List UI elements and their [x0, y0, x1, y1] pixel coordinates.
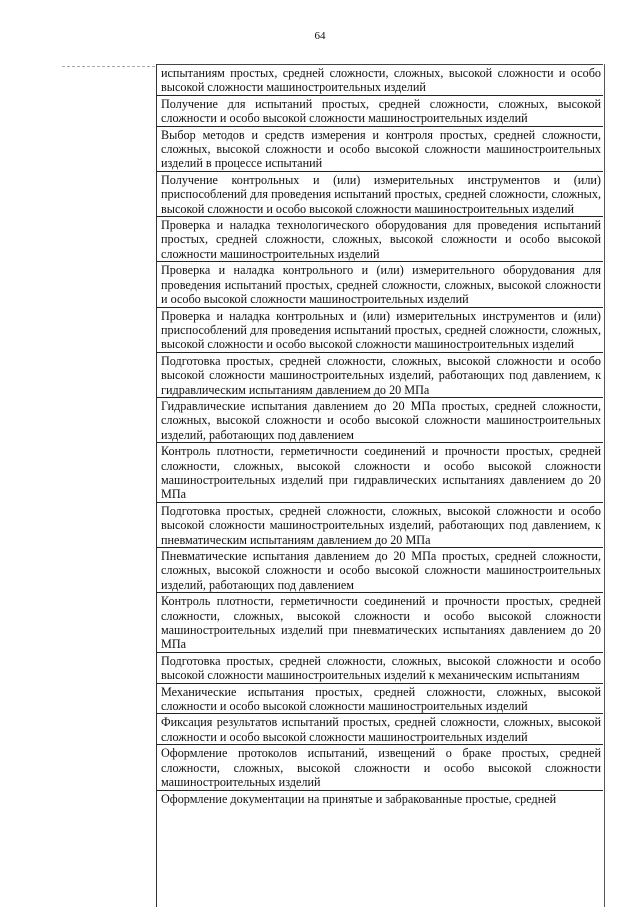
table-row: Механические испытания простых, средней сложности, сложных, высокой сложности и особо высокой сложности машиностроительных изделий [157, 684, 603, 715]
table-row: Оформление документации на принятые и забракованные простые, средней [161, 791, 557, 806]
table-row: Проверка и наладка контрольного и (или) измерительного оборудования для проведения испытаний простых, средней сложности, сложных, высокой сложности и особо высокой сложности машиностроительных изделий [157, 262, 603, 307]
labor-actions-table [157, 64, 603, 806]
table-row: Контроль плотности, герметичности соединений и прочности простых, средней сложности, сложных, высокой сложности и особо высокой сложности машиностроительных изделий при пневматических испытаниях давлением до 20 МПа [157, 593, 603, 653]
table-row: Подготовка простых, средней сложности, сложных, высокой сложности и особо высокой сложности машиностроительных изделий, работающих под давлением, к пневматическим испытаниям давлением до 20 МПа [157, 503, 603, 548]
table-row: Гидравлические испытания давлением до 20 МПа простых, средней сложности, сложных, высокой сложности и особо высокой сложности машиностроительных изделий, работающих под давлением [157, 398, 603, 443]
page-number: 64 [314, 30, 326, 42]
table-row: Проверка и наладка технологического оборудования для проведения испытаний простых, средней сложности, сложных, высокой сложности и особо высокой сложности машиностроительных изделий [157, 217, 603, 262]
left-column-divider [62, 66, 155, 67]
table-row: Выбор методов и средств измерения и контроля простых, средней сложности, сложных, высокой сложности и особо высокой сложности машиностроительных изделий в процессе испытаний [157, 127, 603, 172]
table-row: испытаниям простых, средней сложности, сложных, высокой сложности и особо высокой сложности машиностроительных изделий [157, 64, 603, 96]
table-row: Получение контрольных и (или) измерительных инструментов и (или) приспособлений для проведения испытаний простых, средней сложности, сложных, высокой сложности и особо высокой сложности машиностроительных изделий [157, 172, 603, 217]
table-row: Оформление протоколов испытаний, извещений о браке простых, средней сложности, сложных, высокой сложности и особо высокой сложности машиностроительных изделий [157, 745, 603, 790]
table-row: Фиксация результатов испытаний простых, средней сложности, сложных, высокой сложности и особо высокой сложности машиностроительных изделий [157, 714, 603, 745]
table-right-border [604, 64, 605, 907]
table-row: Подготовка простых, средней сложности, сложных, высокой сложности и особо высокой сложности машиностроительных изделий к механическим испытаниям [157, 653, 603, 684]
table-row: Получение для испытаний простых, средней сложности, сложных, высокой сложности и особо высокой сложности машиностроительных изделий [157, 96, 603, 127]
table-row: Подготовка простых, средней сложности, сложных, высокой сложности и особо высокой сложности машиностроительных изделий, работающих под давлением, к гидравлическим испытаниям давлением до 20 МПа [157, 353, 603, 398]
table-row: Пневматические испытания давлением до 20 МПа простых, средней сложности, сложных, высокой сложности и особо высокой сложности машиностроительных изделий, работающих под давлением [157, 548, 603, 593]
table-row: Проверка и наладка контрольных и (или) измерительных инструментов и (или) приспособлений для проведения испытаний простых, средней сложности, сложных, высокой сложности и особо высокой сложности машиностроительных изделий [157, 308, 603, 353]
table-row: Контроль плотности, герметичности соединений и прочности простых, средней сложности, сложных, высокой сложности и особо высокой сложности машиностроительных изделий при гидравлических испытаниях давлением до 20 МПа [157, 443, 603, 503]
